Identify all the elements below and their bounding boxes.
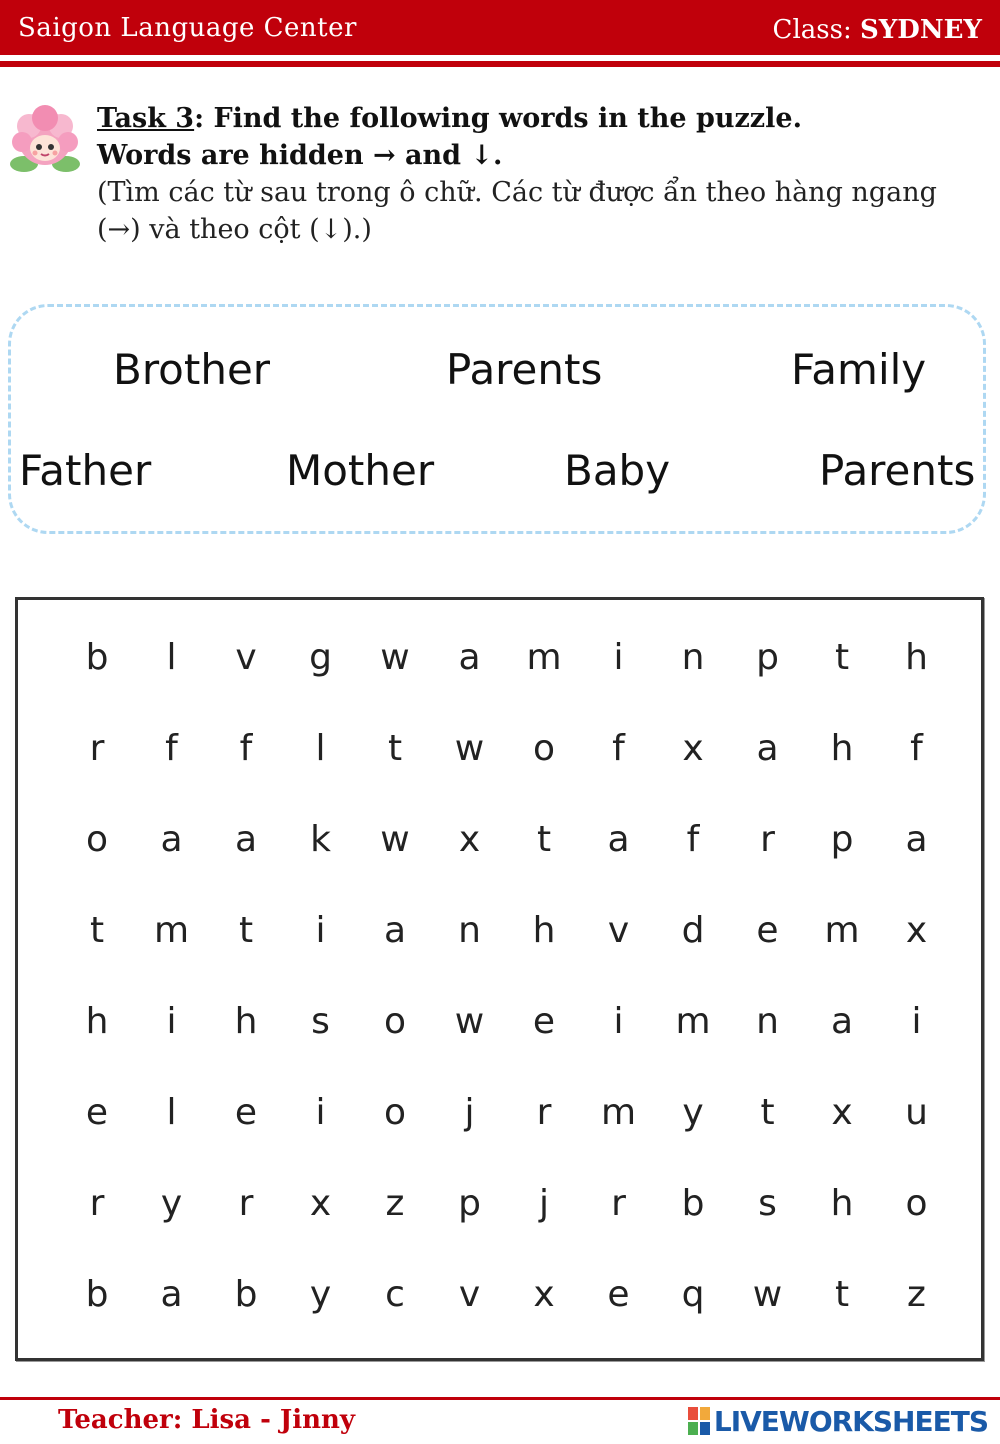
word-bank [8,304,986,534]
liveworksheets-logo-icon [688,1407,710,1435]
logo-text: LIVEWORKSHEETS [713,1404,988,1438]
liveworksheets-logo [688,1404,988,1438]
grid-cell[interactable]: a [756,728,779,769]
grid-cell[interactable]: e [85,1092,109,1133]
grid-cell[interactable]: f [239,728,253,769]
grid-cell[interactable]: n [681,637,705,678]
header-divider [0,61,1000,67]
grid-cell[interactable]: l [166,1092,177,1133]
grid-cell[interactable]: n [458,910,481,951]
grid-cell[interactable]: i [613,637,624,678]
class-info [773,15,982,45]
grid-cell[interactable]: t [536,819,552,860]
grid-cell[interactable]: l [315,728,326,769]
grid-cell[interactable]: b [234,1274,258,1315]
grid-cell[interactable]: g [309,637,332,678]
grid-cell[interactable]: f [686,819,700,860]
grid-cell[interactable]: m [153,910,190,951]
grid-cell[interactable]: z [907,1274,926,1315]
grid-cell[interactable]: p [458,1183,481,1224]
grid-cell[interactable]: a [383,910,407,951]
grid-cell[interactable]: x [458,819,481,860]
grid-cell[interactable]: y [309,1274,332,1315]
grid-cell[interactable]: x [905,910,928,951]
grid-cell[interactable]: s [311,1001,330,1042]
word-brother: Brother [113,345,271,394]
grid-cell[interactable]: a [234,819,258,860]
grid-cell[interactable]: k [310,819,331,860]
grid-cell[interactable]: h [830,1183,854,1224]
grid-cell[interactable]: o [905,1183,928,1224]
grid-cell[interactable]: o [383,1092,407,1133]
grid-cell[interactable]: v [607,910,630,951]
word-baby: Baby [564,446,671,495]
grid-cell[interactable]: e [234,1092,258,1133]
class-value: SYDNEY [859,15,982,45]
flower-character-icon [4,104,86,186]
grid-cell[interactable]: c [385,1274,405,1315]
grid-cell[interactable]: a [160,1274,183,1315]
grid-cell[interactable]: h [234,1001,258,1042]
grid-cell[interactable]: q [681,1274,705,1315]
grid-cell[interactable]: o [383,1001,407,1042]
grid-cell[interactable]: p [756,637,779,678]
grid-cell[interactable]: a [830,1001,854,1042]
grid-cell[interactable]: h [830,728,854,769]
grid-cell[interactable]: f [910,728,923,769]
word-search-grid [15,597,984,1361]
task-label: Task 3 [97,103,195,134]
grid-cell[interactable]: x [309,1183,332,1224]
grid-cell[interactable]: i [315,1092,326,1133]
task-line-2: Words are hidden → and ↓. [97,140,503,171]
word-parents: Parents [446,345,603,394]
header-bar [0,0,1000,55]
grid-cell[interactable]: b [85,1274,109,1315]
grid-cell[interactable]: b [681,1183,705,1224]
task-line1-rest: : Find the following words in the puzzle. [194,103,802,134]
grid-cell[interactable]: u [905,1092,928,1133]
grid-cell[interactable]: e [607,1274,630,1315]
grid-cell[interactable]: r [536,1092,552,1133]
grid-cell[interactable]: t [760,1092,775,1133]
grid-cell[interactable]: j [538,1183,549,1224]
teacher-credit: Teacher: Lisa - Jinny [58,1405,356,1435]
grid-cell[interactable]: x [831,1092,853,1133]
task-vietnamese: (Tìm các từ sau trong ô chữ. Các từ được ẩn theo hàng ngang (→) và theo cột (↓).) [97,177,937,245]
grid-cell[interactable]: w [752,1274,783,1315]
grid-cell[interactable]: t [834,637,850,678]
class-label: Class: [772,15,852,45]
grid-cell[interactable]: t [834,1274,850,1315]
grid-cell[interactable]: r [238,1183,254,1224]
grid-cell[interactable]: m [526,637,562,678]
grid-cell[interactable]: x [533,1274,555,1315]
grid-cell[interactable]: i [166,1001,177,1042]
grid-cell[interactable]: r [89,1183,105,1224]
grid-cell[interactable]: h [85,1001,109,1042]
grid-cell[interactable]: e [756,910,779,951]
grid-cell[interactable]: w [454,1001,485,1042]
grid-cell[interactable]: y [160,1183,183,1224]
grid-cell[interactable]: v [458,1274,481,1315]
grid-cell[interactable]: h [532,910,556,951]
grid-cell[interactable]: w [380,819,410,860]
task-instructions [97,100,977,248]
center-name: Saigon Language Center [18,13,357,43]
grid-cell[interactable]: e [532,1001,556,1042]
grid-cell[interactable]: a [458,637,481,678]
grid-cell[interactable]: v [235,637,257,678]
grid-cell[interactable]: o [532,728,556,769]
grid-cell[interactable]: i [315,910,326,951]
grid-cell[interactable]: l [166,637,177,678]
grid-cell[interactable]: a [905,819,928,860]
grid-cell[interactable]: t [387,728,403,769]
grid-cell[interactable]: m [675,1001,711,1042]
word-family: Family [791,345,927,394]
grid-cell[interactable]: s [758,1183,777,1224]
grid-cell[interactable]: z [385,1183,405,1224]
grid-cell[interactable]: m [600,1092,637,1133]
grid-cell[interactable]: p [830,819,854,860]
grid-cell[interactable]: x [682,728,704,769]
grid-cell[interactable]: r [760,819,775,860]
grid-cell[interactable]: j [464,1092,475,1133]
grid-cell[interactable]: f [612,728,625,769]
grid-cell[interactable]: n [756,1001,779,1042]
grid-cell[interactable]: w [380,637,410,678]
grid-cell[interactable]: t [238,910,254,951]
grid-cell[interactable]: a [160,819,183,860]
grid-cell[interactable]: d [681,910,705,951]
grid-cell[interactable]: i [911,1001,922,1042]
grid-cell[interactable]: r [89,728,105,769]
grid-cell[interactable]: i [613,1001,624,1042]
grid-cell[interactable]: m [824,910,860,951]
grid-cell[interactable]: t [89,910,105,951]
word-mother: Mother [286,446,435,495]
footer-divider [0,1397,1000,1400]
grid-cell[interactable]: a [607,819,630,860]
grid-cell[interactable]: r [611,1183,626,1224]
grid-cell[interactable]: y [682,1092,704,1133]
grid-cell[interactable]: f [165,728,178,769]
grid-cell[interactable]: b [85,637,109,678]
grid-cell[interactable]: o [85,819,109,860]
word-father: Father [19,446,152,495]
task-line-1 [97,100,977,137]
grid-cell[interactable]: h [905,637,928,678]
grid-cell[interactable]: w [454,728,485,769]
word-parents-2: Parents [819,446,976,495]
